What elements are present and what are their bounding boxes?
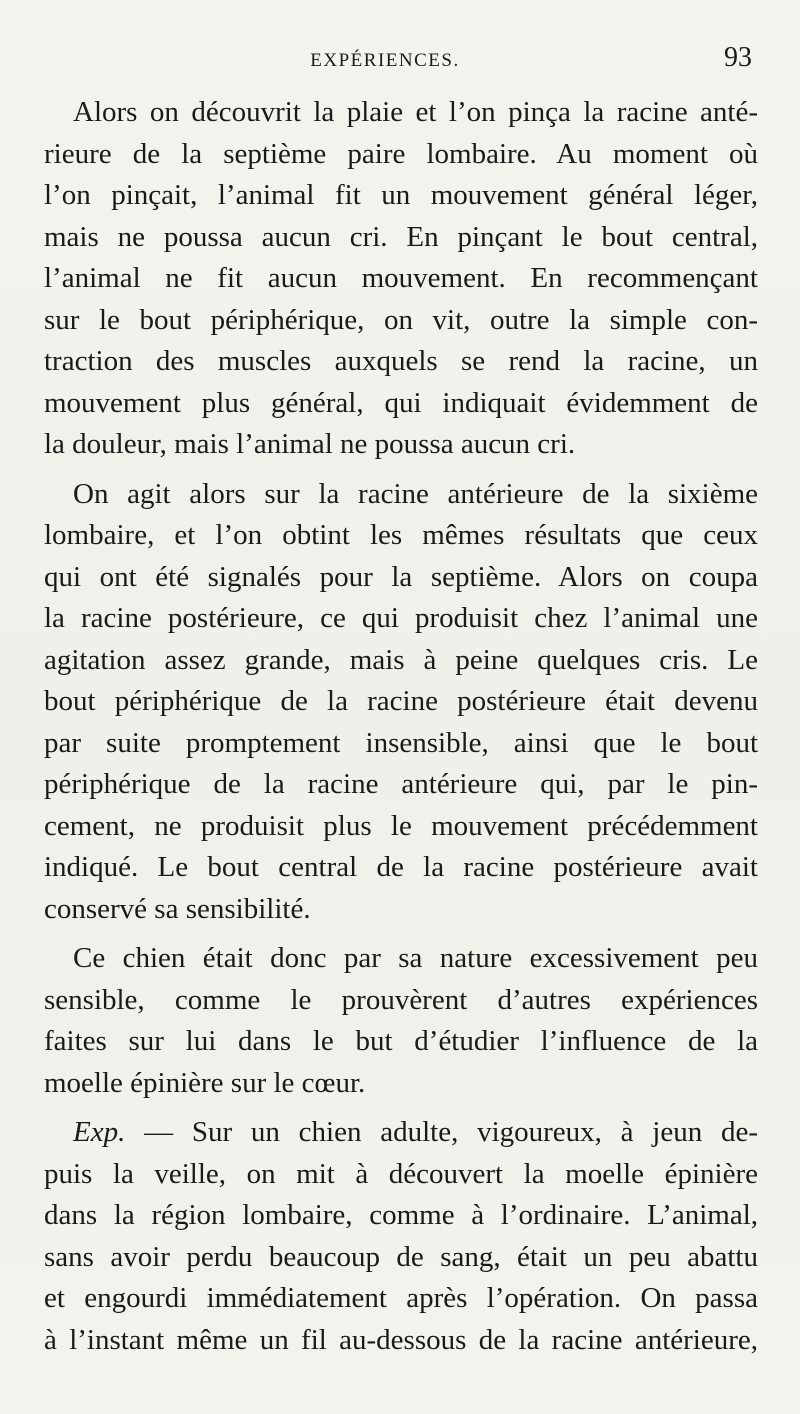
text-line: conservé sa sensibilité. xyxy=(44,892,311,925)
body-text xyxy=(44,92,758,1361)
text-line: traction des muscles auxquels se rend la racine, un xyxy=(44,345,758,377)
text-line: périphérique de la racine antérieure qui, par le pin- xyxy=(44,768,758,800)
text-line: rieure de la septième paire lombaire. Au moment où xyxy=(44,137,758,170)
page-header xyxy=(0,42,800,82)
text-line: On agit alors sur la racine antérieure de la sixième xyxy=(73,477,758,510)
text-line: à l’instant même un fil au-dessous de la racine antérieure, xyxy=(44,1323,758,1356)
text-line: par suite promptement insensible, ainsi que le bout xyxy=(44,726,758,759)
text-line: Ce chien était donc par sa nature excessivement peu xyxy=(73,942,758,974)
text-line xyxy=(44,1112,758,1154)
text-line: lombaire, et l’on obtint les mêmes résultats que ceux xyxy=(44,519,758,551)
text-line: sensible, comme le prouvèrent d’autres expériences xyxy=(44,983,758,1016)
text-line: puis la veille, on mit à découvert la moelle épinière xyxy=(44,1157,758,1190)
text-line: cement, ne produisit plus le mouvement précédemment xyxy=(44,809,758,842)
running-head: EXPÉRIENCES. xyxy=(310,50,460,71)
text-line: moelle épinière sur le cœur. xyxy=(44,1066,366,1099)
text-line: Alors on découvrit la plaie et l’on pinça la racine anté- xyxy=(73,96,758,128)
text-line: agitation assez grande, mais à peine quelques cris. Le xyxy=(44,643,758,676)
text-line: dans la région lombaire, comme à l’ordinaire. L’animal, xyxy=(44,1199,758,1231)
text-line: qui ont été signalés pour la septième. Alors on coupa xyxy=(44,560,758,593)
text-line: sur le bout périphérique, on vit, outre la simple con- xyxy=(44,303,758,336)
page-number: 93 xyxy=(724,42,752,73)
text-line: faites sur lui dans le but d’étudier l’influence de la xyxy=(44,1025,758,1057)
text-line: la racine postérieure, ce qui produisit chez l’animal une xyxy=(44,602,758,634)
text-line: bout périphérique de la racine postérieure était devenu xyxy=(44,685,758,717)
text-line: et engourdi immédiatement après l’opération. On passa xyxy=(44,1282,758,1314)
text-line: mouvement plus général, qui indiquait évidemment de xyxy=(44,386,758,419)
text-line: l’animal ne fit aucun mouvement. En recommençant xyxy=(44,262,758,294)
text-line: l’on pinçait, l’animal fit un mouvement général léger, xyxy=(44,179,758,211)
text-line-rest: — Sur un chien adulte, vigoureux, à jeun de- xyxy=(125,1116,758,1148)
experiment-label: Exp. xyxy=(73,1116,126,1148)
text-line: la douleur, mais l’animal ne poussa aucun cri. xyxy=(44,428,576,460)
text-line: indiqué. Le bout central de la racine postérieure avait xyxy=(44,851,758,883)
text-line: mais ne poussa aucun cri. En pinçant le bout central, xyxy=(44,220,758,253)
text-line: sans avoir perdu beaucoup de sang, était un peu abattu xyxy=(44,1240,758,1273)
